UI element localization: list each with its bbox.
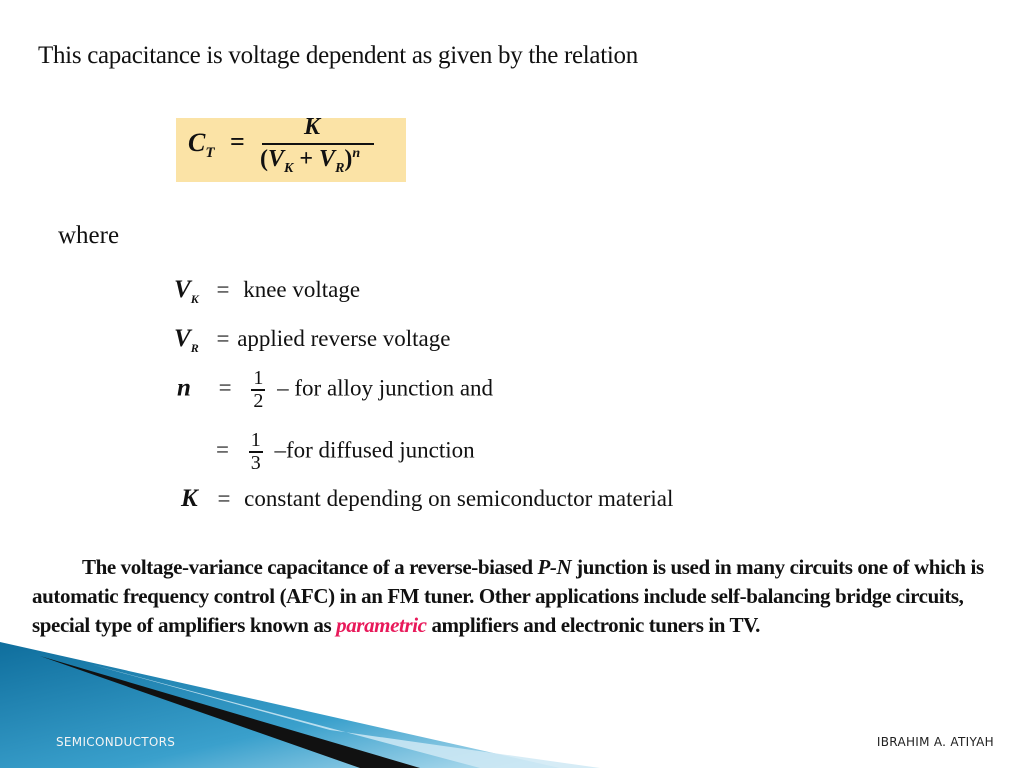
fraction-one-third: $\frac{1}{3}$: [250, 429, 261, 474]
definition-reverse-voltage: $V_R$ = applied reverse voltage: [174, 325, 451, 355]
fraction-one-half: $\frac{1}{2}$: [253, 367, 264, 412]
footer-author: IBRAHIM A. ATIYAH: [876, 735, 994, 749]
formula-denominator: $(V_K + V_R)^n$: [260, 146, 361, 176]
formula-numerator: K: [304, 114, 321, 140]
applications-paragraph: The voltage-variance capacitance of a reverse-biased P-N junction is used in many circuits one of which is automatic frequency control (AFC) in an FM tuner. Other applications include self-balancing bridge circuits, special type of amplifiers known as parametric amplifiers and electronic tuners in TV.: [32, 555, 984, 637]
pn-junction-term: P-N: [537, 555, 572, 579]
formula-equals: =: [230, 127, 245, 156]
swoosh-blue-band: [0, 642, 560, 768]
formula-lhs: $C_T$: [188, 128, 215, 162]
definition-knee-voltage: $V_K$ = knee voltage: [174, 276, 361, 306]
parametric-highlight: parametric: [336, 613, 427, 637]
definition-n-diffused: = $\frac{1}{3}$ –for diffused junction: [216, 429, 475, 474]
fraction-bar: [262, 143, 374, 145]
capacitance-formula: [176, 114, 406, 182]
where-label: where: [58, 222, 120, 249]
footer-topic: SEMICONDUCTORS: [56, 735, 176, 749]
definition-n-alloy: n = $\frac{1}{2}$ – for alloy junction and: [177, 367, 494, 412]
definition-k-constant: K = constant depending on semiconductor material: [181, 485, 674, 512]
intro-text: This capacitance is voltage dependent as given by the relation: [38, 42, 638, 69]
